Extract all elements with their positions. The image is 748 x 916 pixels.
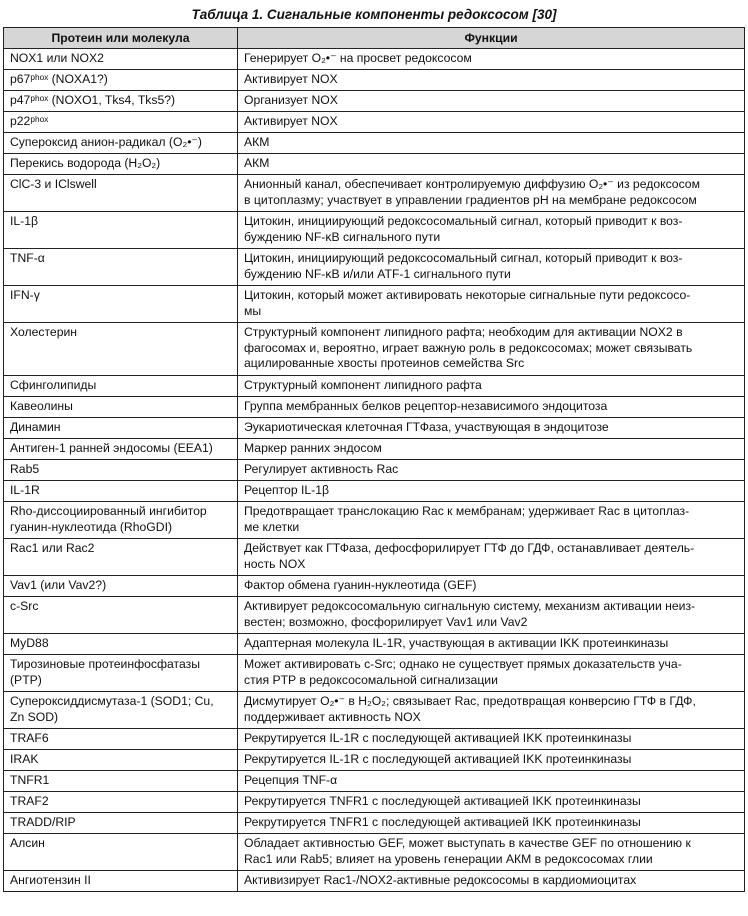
protein-cell bbox=[4, 249, 238, 286]
protein-name: Холестерин bbox=[10, 325, 78, 339]
function-cell bbox=[238, 323, 745, 376]
function-text: Действует как ГТФаза, дефосфорилирует ГТФ до ГДФ, останавливает деятель- ность NOX bbox=[244, 541, 695, 571]
table-row bbox=[4, 460, 745, 481]
protein-name: Кавеолины bbox=[10, 399, 73, 413]
table-header-row bbox=[4, 28, 745, 49]
function-cell bbox=[238, 49, 745, 70]
protein-cell bbox=[4, 655, 238, 692]
function-text: Обладает активностью GEF, может выступать в качестве GEF по отношению к Rac1 или Rab5; влияет на уровень генерации АКМ в редоксосомах глии bbox=[244, 836, 691, 866]
function-text: Регулирует активность Rac bbox=[244, 462, 399, 476]
table-row bbox=[4, 692, 745, 729]
table-row bbox=[4, 813, 745, 834]
function-text: Эукариотическая клеточная ГТФаза, участвующая в эндоцитозе bbox=[244, 420, 609, 434]
protein-cell bbox=[4, 460, 238, 481]
protein-cell bbox=[4, 133, 238, 154]
function-cell bbox=[238, 597, 745, 634]
table-row bbox=[4, 792, 745, 813]
function-text: Адаптерная молекула IL-1R, участвующая в активации IKK протеинкиназы bbox=[244, 636, 669, 650]
protein-name: Тирозиновые протеинфосфатазы (PTP) bbox=[10, 657, 200, 687]
function-text: Фактор обмена гуанин-нуклеотида (GEF) bbox=[244, 578, 477, 592]
protein-cell bbox=[4, 597, 238, 634]
function-text: Группа мембранных белков рецептор-независимого эндоцитоза bbox=[244, 399, 608, 413]
protein-name: Динамин bbox=[10, 420, 61, 434]
protein-name: ClC-3 и IClswell bbox=[10, 177, 97, 191]
protein-cell bbox=[4, 49, 238, 70]
protein-name: MyD88 bbox=[10, 636, 49, 650]
function-cell bbox=[238, 133, 745, 154]
function-text: Структурный компонент липидного рафта; необходим для активации NOX2 в фагосомах и, вероятно, играет важную роль в редоксосомах; может связывать ацилированные хвосты протеинов семейства Src bbox=[244, 325, 693, 370]
table-row bbox=[4, 439, 745, 460]
table-row bbox=[4, 70, 745, 91]
table-row bbox=[4, 771, 745, 792]
table-row bbox=[4, 871, 745, 892]
table-row bbox=[4, 729, 745, 750]
protein-cell bbox=[4, 323, 238, 376]
table-row bbox=[4, 49, 745, 70]
table-body bbox=[4, 49, 745, 892]
function-text: Рецепция TNF-α bbox=[244, 773, 338, 787]
protein-cell bbox=[4, 834, 238, 871]
protein-name: TRAF6 bbox=[10, 731, 49, 745]
protein-name: IL-1β bbox=[10, 214, 39, 228]
protein-name: TRADD/RIP bbox=[10, 815, 76, 829]
function-cell bbox=[238, 655, 745, 692]
protein-name: Сфинголипиды bbox=[10, 378, 97, 392]
table-row bbox=[4, 323, 745, 376]
function-text: Может активировать c-Src; однако не существует прямых доказательств уча- стия PTP в редоксосомальной сигнализации bbox=[244, 657, 682, 687]
function-cell bbox=[238, 834, 745, 871]
protein-name: Ангиотензин II bbox=[10, 873, 91, 887]
function-text: АКМ bbox=[244, 135, 270, 149]
protein-name: Антиген-1 ранней эндосомы (EEA1) bbox=[10, 441, 213, 455]
header-functions: Функции bbox=[238, 28, 745, 49]
function-text: Структурный компонент липидного рафта bbox=[244, 378, 482, 392]
function-text: Цитокин, инициирующий редоксосомальный сигнал, который приводит к воз- буждению NF-κB и/или ATF-1 сигнального пути bbox=[244, 251, 683, 281]
function-cell bbox=[238, 439, 745, 460]
function-cell bbox=[238, 376, 745, 397]
function-cell bbox=[238, 871, 745, 892]
protein-name: Супероксиддисмутаза-1 (SOD1; Cu, Zn SOD) bbox=[10, 694, 214, 724]
protein-cell bbox=[4, 286, 238, 323]
protein-cell bbox=[4, 376, 238, 397]
protein-cell bbox=[4, 481, 238, 502]
table-row bbox=[4, 249, 745, 286]
function-cell bbox=[238, 502, 745, 539]
header-protein: Протеин или молекула bbox=[4, 28, 238, 49]
function-text: Рекрутируется IL-1R с последующей активацией IKK протеинкиназы bbox=[244, 731, 632, 745]
protein-name: p47ᵖʰᵒˣ (NOXO1, Tks4, Tks5?) bbox=[10, 93, 176, 107]
protein-cell bbox=[4, 792, 238, 813]
function-text: Рекрутируется TNFR1 с последующей активацией IKK протеинкиназы bbox=[244, 815, 641, 829]
table-row bbox=[4, 212, 745, 249]
table-row bbox=[4, 418, 745, 439]
protein-name: TNFR1 bbox=[10, 773, 50, 787]
function-text: Активирует NOX bbox=[244, 114, 338, 128]
table-row bbox=[4, 376, 745, 397]
table-row bbox=[4, 655, 745, 692]
signal-components-table bbox=[3, 27, 745, 892]
function-text: Рецептор IL-1β bbox=[244, 483, 329, 497]
function-text: Маркер ранних эндосом bbox=[244, 441, 382, 455]
protein-cell bbox=[4, 397, 238, 418]
function-cell bbox=[238, 692, 745, 729]
function-cell bbox=[238, 154, 745, 175]
function-text: АКМ bbox=[244, 156, 270, 170]
function-cell bbox=[238, 397, 745, 418]
function-cell bbox=[238, 539, 745, 576]
table-row bbox=[4, 112, 745, 133]
table-row bbox=[4, 502, 745, 539]
function-text: Предотвращает транслокацию Rac к мембранам; удерживает Rac в цитоплаз- ме клетки bbox=[244, 504, 690, 534]
table-row bbox=[4, 91, 745, 112]
function-text: Активирует редоксосомальную сигнальную систему, механизм активации неиз- вестен; возможно, фосфорилирует Vav1 или Vav2 bbox=[244, 599, 696, 629]
function-text: Активизирует Rac1-/NOX2-активные редоксосомы в кардиомиоцитах bbox=[244, 873, 637, 887]
protein-cell bbox=[4, 539, 238, 576]
function-cell bbox=[238, 729, 745, 750]
function-cell bbox=[238, 249, 745, 286]
function-cell bbox=[238, 212, 745, 249]
function-cell bbox=[238, 771, 745, 792]
protein-cell bbox=[4, 502, 238, 539]
function-cell bbox=[238, 70, 745, 91]
function-cell bbox=[238, 481, 745, 502]
protein-name: Rho-диссоциированный ингибитор гуанин-нуклеотида (RhoGDI) bbox=[10, 504, 207, 534]
function-cell bbox=[238, 634, 745, 655]
protein-name: c-Src bbox=[10, 599, 39, 613]
function-cell bbox=[238, 576, 745, 597]
protein-cell bbox=[4, 813, 238, 834]
protein-name: IRAK bbox=[10, 752, 39, 766]
table-row bbox=[4, 576, 745, 597]
protein-name: TNF-α bbox=[10, 251, 45, 265]
table-row bbox=[4, 286, 745, 323]
function-cell bbox=[238, 112, 745, 133]
function-cell bbox=[238, 792, 745, 813]
table-row bbox=[4, 834, 745, 871]
function-cell bbox=[238, 460, 745, 481]
function-cell bbox=[238, 91, 745, 112]
protein-name: IL-1R bbox=[10, 483, 40, 497]
protein-cell bbox=[4, 418, 238, 439]
protein-name: Супероксид анион-радикал (O₂•⁻) bbox=[10, 135, 202, 149]
protein-cell bbox=[4, 175, 238, 212]
protein-name: p67ᵖʰᵒˣ (NOXA1?) bbox=[10, 72, 108, 86]
protein-cell bbox=[4, 154, 238, 175]
protein-name: p22ᵖʰᵒˣ bbox=[10, 114, 49, 128]
table-row bbox=[4, 175, 745, 212]
protein-name: Перекись водорода (H₂O₂) bbox=[10, 156, 161, 170]
protein-cell bbox=[4, 729, 238, 750]
protein-cell bbox=[4, 439, 238, 460]
protein-name: Алсин bbox=[10, 836, 45, 850]
protein-name: TRAF2 bbox=[10, 794, 49, 808]
table-row bbox=[4, 750, 745, 771]
function-text: Генерирует O₂•⁻ на просвет редоксосом bbox=[244, 51, 472, 65]
table-row bbox=[4, 154, 745, 175]
function-text: Анионный канал, обеспечивает контролируемую диффузию O₂•⁻ из редоксосом в цитоплазму; участвует в управлении градиентов pH на мембране редоксосом bbox=[244, 177, 700, 207]
function-cell bbox=[238, 813, 745, 834]
protein-cell bbox=[4, 750, 238, 771]
table-row bbox=[4, 397, 745, 418]
protein-cell bbox=[4, 771, 238, 792]
protein-name: Rab5 bbox=[10, 462, 40, 476]
protein-cell bbox=[4, 112, 238, 133]
table-caption: Таблица 1. Сигнальные компоненты редоксосом [30] bbox=[191, 7, 557, 22]
function-text: Организует NOX bbox=[244, 93, 338, 107]
protein-cell bbox=[4, 634, 238, 655]
function-text: Дисмутирует O₂•⁻ в H₂O₂; связывает Rac, предотвращая конверсию ГТФ в ГДФ, поддерживает активность NOX bbox=[244, 694, 696, 724]
function-cell bbox=[238, 286, 745, 323]
protein-cell bbox=[4, 70, 238, 91]
protein-cell bbox=[4, 91, 238, 112]
protein-cell bbox=[4, 871, 238, 892]
function-text: Активирует NOX bbox=[244, 72, 338, 86]
function-cell bbox=[238, 175, 745, 212]
protein-name: NOX1 или NOX2 bbox=[10, 51, 104, 65]
function-text: Цитокин, инициирующий редоксосомальный сигнал, который приводит к воз- буждению NF-κB сигнального пути bbox=[244, 214, 683, 244]
function-text: Цитокин, который может активировать некоторые сигнальные пути редоксосо- мы bbox=[244, 288, 691, 318]
function-text: Рекрутируется IL-1R с последующей активацией IKK протеинкиназы bbox=[244, 752, 632, 766]
protein-name: Vav1 (или Vav2?) bbox=[10, 578, 107, 592]
table-row bbox=[4, 481, 745, 502]
protein-cell bbox=[4, 576, 238, 597]
function-text: Рекрутируется TNFR1 с последующей активацией IKK протеинкиназы bbox=[244, 794, 641, 808]
table-row bbox=[4, 539, 745, 576]
protein-cell bbox=[4, 692, 238, 729]
table-row bbox=[4, 634, 745, 655]
function-cell bbox=[238, 750, 745, 771]
protein-name: IFN-γ bbox=[10, 288, 40, 302]
table-row bbox=[4, 133, 745, 154]
function-cell bbox=[238, 418, 745, 439]
protein-name: Rac1 или Rac2 bbox=[10, 541, 95, 555]
table-row bbox=[4, 597, 745, 634]
protein-cell bbox=[4, 212, 238, 249]
